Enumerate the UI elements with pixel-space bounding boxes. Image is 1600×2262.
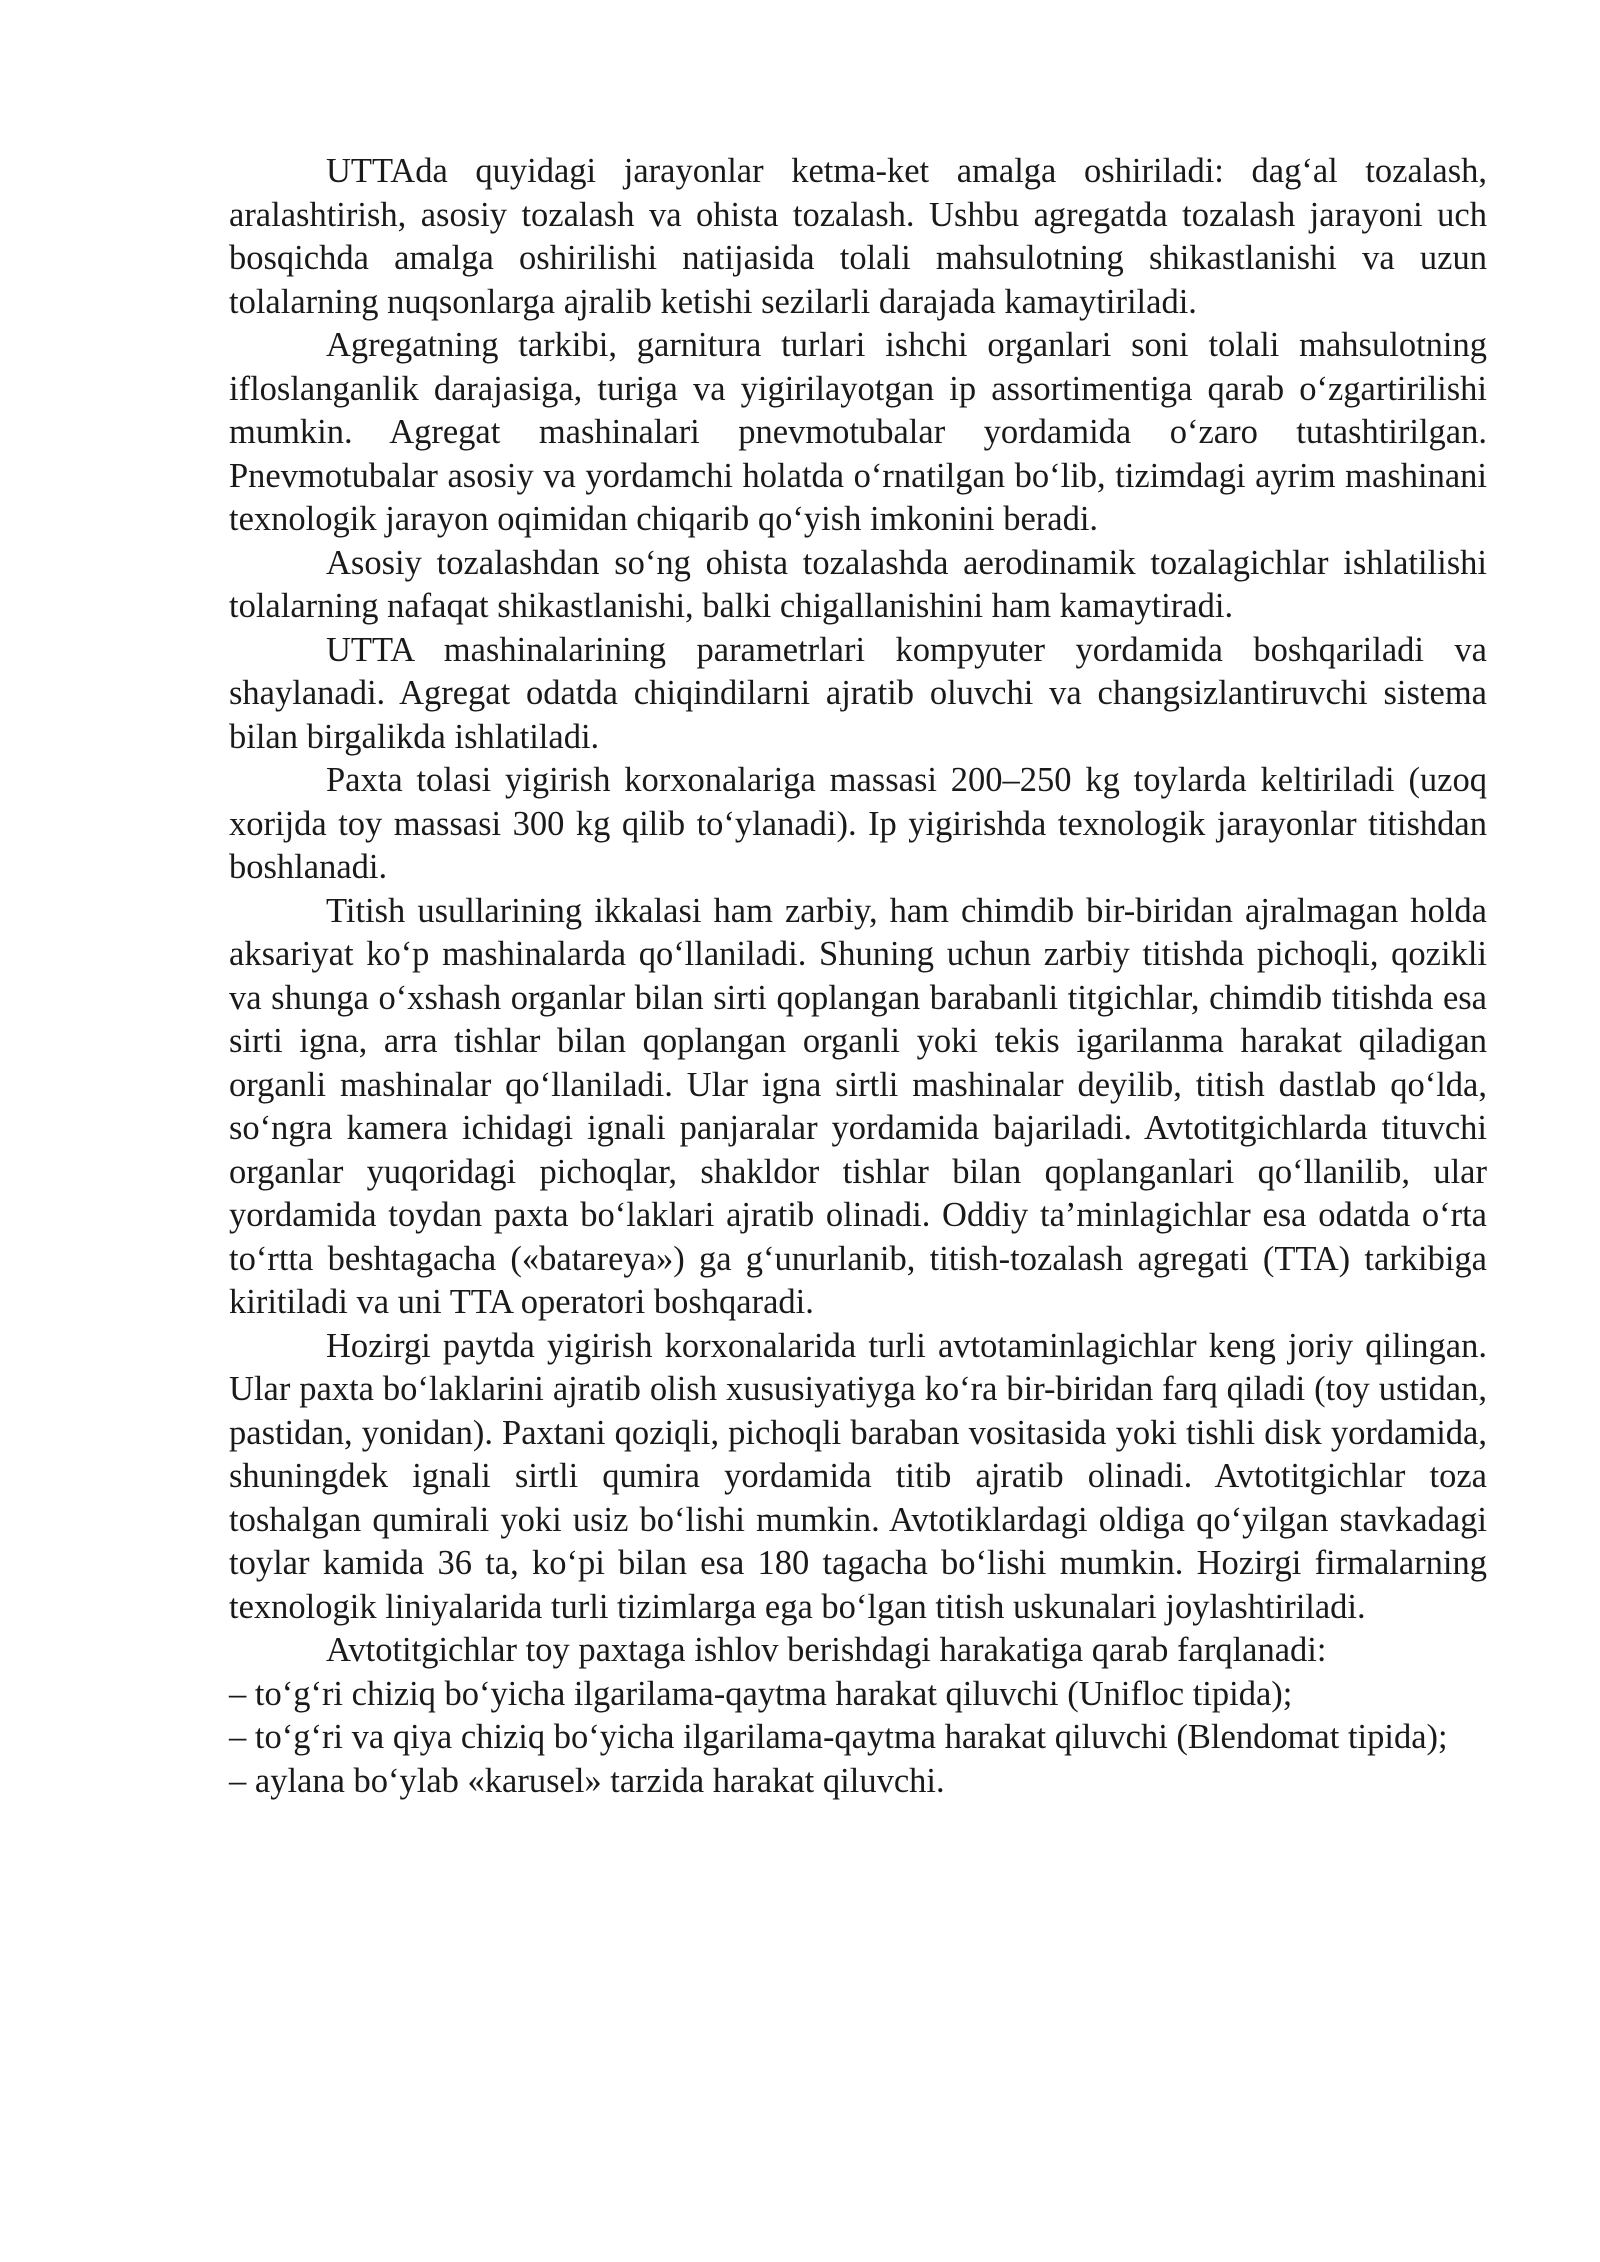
document-page [229,150,1487,1803]
paragraph-4: UTTA mashinalarining parametrlari kompyuter yordamida boshqariladi va shaylanadi. Agregat odatda chiqindilarni ajratib oluvchi va changsizlantiruvchi sistema bilan birgalikda ishlatiladi. [229,630,1487,756]
paragraph-5: Paxta tolasi yigirish korxonalariga massasi 200–250 kg toylarda keltiriladi (uzoq xorijda toy massasi 300 kg qilib to‘ylanadi). Ip yigirishda texnologik jarayonlar titishdan boshlanadi. [229,761,1487,886]
paragraph-6: Titish usullarining ikkalasi ham zarbiy, ham chimdib bir-biridan ajralmagan holda aksariyat ko‘p mashinalarda qo‘llaniladi. Shuning uchun zarbiy titishda pichoqli, qozikli va shunga o‘xshash organlar bilan sirti qoplangan barabanli titgichlar, chimdib titishda esa sirti igna, arra tishlar bilan qoplangan organli yoki tekis igarilanma harakat qiladigan organli mashinalar qo‘llaniladi. Ular igna sirtli mashinalar deyilib, titish dastlab qo‘lda, so‘ngra kamera ichidagi ignali panjaralar yordamida bajariladi. Avtotitgichlarda tituvchi organlar yuqoridagi pichoqlar, shakldor tishlar bilan qoplanganlari qo‘llanilib, ular yordamida toydan paxta bo‘laklari ajratib olinadi. Oddiy ta’minlagichlar esa odatda o‘rta to‘rtta beshtagacha («batareya») ga g‘unurlanib, titish-tozalash agregati (TTA) tarkibiga kiritiladi va uni TTA operatori boshqaradi. [229,891,1487,1321]
list-item-1: – to‘g‘ri chiziq bo‘yicha ilgarilama-qaytma harakat qiluvchi (Unifloc tipida); [229,1674,1293,1713]
paragraph-7: Hozirgi paytda yigirish korxonalarida turli avtotaminlagichlar keng joriy qilingan. Ular paxta bo‘laklarini ajratib olish xususiyatiyga ko‘ra bir-biridan farq qiladi (toy ustidan, pastidan, yonidan). Paxtani qoziqli, pichoqli baraban vositasida yoki tishli disk yordamida, shuningdek ignali sirtli qumira yordamida titib ajratib olinadi. Avtotitgichlar toza toshalgan qumirali yoki usiz bo‘lishi mumkin. Avtotiklardagi oldiga qo‘yilgan stavkadagi toylar kamida 36 ta, ko‘pi bilan esa 180 tagacha bo‘lishi mumkin. Hozirgi firmalarning texnologik liniyalarida turli tizimlarga ega bo‘lgan titish uskunalari joylashtiriladi. [229,1326,1487,1626]
paragraph-3: Asosiy tozalashdan so‘ng ohista tozalashda aerodinamik tozalagichlar ishlatilishi tolalarning nafaqat shikastlanishi, balki chigallanishini ham kamaytiradi. [229,543,1487,625]
list-item-2: – to‘g‘ri va qiya chiziq bo‘yicha ilgarilama-qaytma harakat qiluvchi (Blendomat tipida); [229,1718,1448,1756]
paragraph-2: Agregatning tarkibi, garnitura turlari ishchi organlari soni tolali mahsulotning ifloslanganlik darajasiga, turiga va yigirilayotgan ip assortimentiga qarab o‘zgartirilishi mumkin. Agregat mashinalari pnevmotubalar yordamida o‘zaro tutashtirilgan. Pnevmotubalar asosiy va yordamchi holatda o‘rnatilgan bo‘lib, tizimdagi ayrim mashinani texnologik jarayon oqimidan chiqarib qo‘yish imkonini beradi. [229,326,1487,538]
paragraph-1: UTTAda quyidagi jarayonlar ketma-ket amalga oshiriladi: dag‘al tozalash, aralashtirish, asosiy tozalash va ohista tozalash. Ushbu agregatda tozalash jarayoni uch bosqichda amalga oshirilishi natijasida tolali mahsulotning shikastlanishi va uzun tolalarning nuqsonlarga ajralib ketishi sezilarli darajada kamaytiriladi. [229,152,1487,321]
paragraph-8: Avtotitgichlar toy paxtaga ishlov berishdagi harakatiga qarab farqlanadi: [326,1631,1327,1669]
list-item-3: – aylana bo‘ylab «karusel» tarzida harakat qiluvchi. [229,1761,945,1800]
